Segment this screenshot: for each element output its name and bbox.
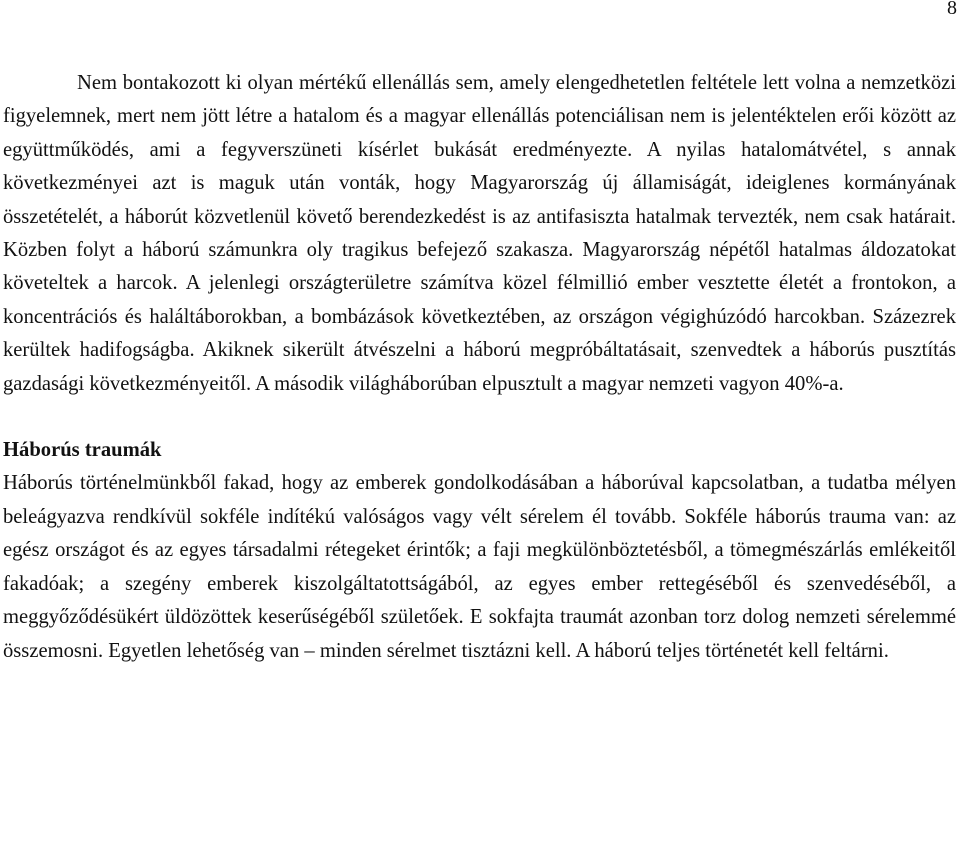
body-paragraph: Nem bontakozott ki olyan mértékű ellenállás sem, amely elengedhetetlen feltétele lett volna a nemzetközi figyelemnek, mert nem jött létre a hatalom és a magyar ellenállás potenciálisan nem is jelentéktelen erői között az együttműködés, ami a fegyverszüneti kísérlet bukását eredményezte. A nyilas hatalomátvétel, s annak következményei azt is maguk után vonták, hogy Magyarország új államiságát, ideiglenes kormányának összetételét, a háborút közvetlenül követő berendezkedést is az antifasiszta hatalmak tervezték, nem csak határait. Közben folyt a háború számunkra oly tragikus befejező szakasza. Magyarország népétől hatalmas áldozatokat követeltek a harcok. A jelenlegi országterületre számítva közel félmillió ember vesztette életét a frontokon, a koncentrációs és haláltáborokban, a bombázások következtében, az országon végighúzódó harcokban. Százezrek kerültek hadifogságba. Akiknek sikerült átvészelni a háború megpróbáltatásait, szenvedtek a háborús pusztítás gazdasági következményeitől. A második világháborúban elpusztult a magyar nemzeti vagyon 40%-a. <box>3 72 956 395</box>
section-heading: Háborús traumák <box>3 439 162 462</box>
page-number: 8 <box>947 0 957 19</box>
body-paragraph: Háborús történelmünkből fakad, hogy az emberek gondolkodásában a háborúval kapcsolatban, a tudatba mélyen beleágyazva rendkívül sokféle indítékú valóságos vagy vélt sérelem él tovább. Sokféle háborús trauma van: az egész országot és az egyes társadalmi rétegeket érintők; a faji megkülönböztetésből, a tömegmészárlás emlékeitől fakadóak; a szegény emberek kiszolgáltatottságából, az egyes ember rettegéséből és szenvedéséből, a meggyőződésükért üldözöttek keserűségéből születőek. E sokfajta traumát azonban torz dolog nemzeti sérelemmé összemosni. Egyetlen lehetőség van – minden sérelmet tisztázni kell. A háború teljes történetét kell feltárni. <box>3 472 956 662</box>
page-body <box>3 67 956 668</box>
